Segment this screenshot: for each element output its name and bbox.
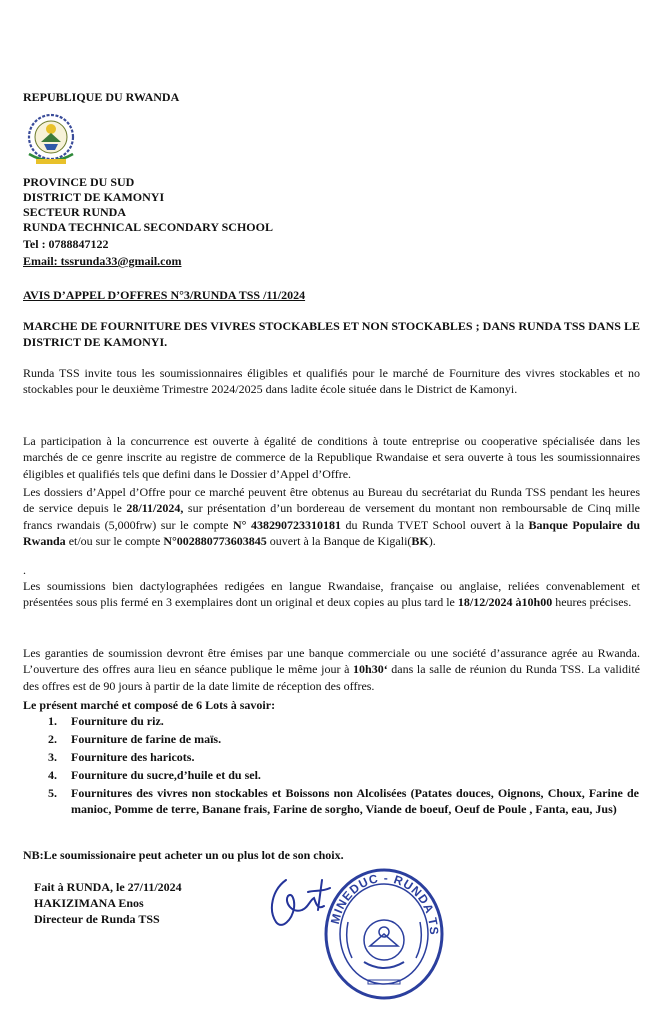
district-line: DISTRICT DE KAMONYI [23, 190, 165, 204]
list-item-text: Fournitures des vivres non stockables et Boissons non Alcolisées (Patates douces, Oignons, Choux, Farine de manioc, Pomme de terre, Banane frais, Farine de sorgho, Viande de boeuf, Oeuf de Poule , Fanta, eau, Jus) [71, 786, 639, 817]
list-item [0, 767, 668, 783]
list-item-text: Fourniture du sucre,d’huile et du sel. [71, 768, 261, 782]
lots-intro: Le présent marché et composé de 6 Lots à savoir: [23, 698, 276, 712]
list-item [0, 749, 668, 765]
secteur-line: SECTEUR RUNDA [23, 205, 127, 219]
paragraph-soumissions: Les soumissions bien dactylographées redigées en langue Rwandaise, française ou anglaise, reliées convenablement et présentées sous plis fermé en 3 exemplaires dont un original et deux copies au plus tard le 18/12/2024 à10h00 heures précises. [23, 579, 640, 610]
list-item-text: Fourniture du riz. [71, 714, 164, 728]
rwanda-coat-of-arms-icon [22, 109, 80, 169]
notice-title: AVIS D’APPEL D’OFFRES N°3/RUNDA TSS /11/2024 [23, 288, 306, 302]
paragraph-dossiers: Les dossiers d’Appel d’Offre pour ce marché peuvent être obtenus au Bureau du secrétariat du Runda TSS pendant les heures de service depuis le 28/11/2024, sur présentation d’un bordereau de versement du montant non remboursable de Cinq mille francs rwandais (5,000frw) sur le compte N° 438290723310181 du Runda TVET School ouvert à la Banque Populaire du Rwanda et/ou sur le compte N°002880773603845 ouvert à la Banque de Kigali(BK). [23, 485, 641, 548]
paragraph-garanties: Les garanties de soumission devront être émises par une banque commerciale ou une société d’assurance agrée au Rwanda. L’ouverture des offres aura lieu en séance publique le même jour à 10h30‘ dans la salle de réunion du Runda TSS. La validité des offres est de 90 jours à partir de la date limite de réception des offres. [23, 646, 640, 693]
notice-subject: MARCHE DE FOURNITURE DES VIVRES STOCKABLES ET NON STOCKABLES ; DANS RUNDA TSS DANS LE DISTRICT DE KAMONYI. [23, 319, 640, 349]
paragraph-invitation: Runda TSS invite tous les soumissionnaires éligibles et qualifiés pour le marché de Fourniture des vivres stockables et no stockables pour le deuxième Trimestre 2024/2025 dans ladite école située dans le District de Kamonyi. [23, 366, 640, 397]
list-item-number: 4. [48, 768, 57, 782]
republic-heading: REPUBLIQUE DU RWANDA [23, 90, 180, 104]
signatory-name: HAKIZIMANA Enos [34, 896, 144, 910]
list-item-number: 3. [48, 750, 57, 764]
list-item-number: 2. [48, 732, 57, 746]
list-item [0, 731, 668, 747]
list-item-text: Fourniture de farine de maïs. [71, 732, 222, 746]
paragraph-participation: La participation à la concurrence est ouverte à égalité de conditions à toute entreprise ou cooperative spécialisée dans les marchés de ce genre inscrite au registre de commerce de la Republique Rwandaise et sera ouverte à tous les soumissionnaires éligibles et qualifiés tels que defini dans le Dossier d’Appel d’Offre. [23, 434, 640, 481]
place-date: Fait à RUNDA, le 27/11/2024 [34, 880, 182, 894]
official-stamp [318, 862, 448, 1002]
tel-line: Tel : 0788847122 [23, 237, 109, 251]
list-item-number: 1. [48, 714, 57, 728]
list-item-text: Fourniture des haricots. [71, 750, 195, 764]
stray-dot: . [23, 563, 26, 577]
list-item [0, 713, 668, 729]
svg-text:MINEDUC - RUNDA TSS: MINEDUC - RUNDA TS [327, 870, 442, 936]
signatory-title: Directeur de Runda TSS [34, 912, 160, 926]
nb-note: NB:Le soumissionaire peut acheter un ou plus lot de son choix. [23, 848, 344, 862]
school-line: RUNDA TECHNICAL SECONDARY SCHOOL [23, 220, 273, 234]
email-line: Email: tssrunda33@gmail.com [23, 254, 182, 268]
province-line: PROVINCE DU SUD [23, 175, 135, 189]
list-item [0, 785, 668, 837]
list-item-number: 5. [48, 786, 57, 800]
